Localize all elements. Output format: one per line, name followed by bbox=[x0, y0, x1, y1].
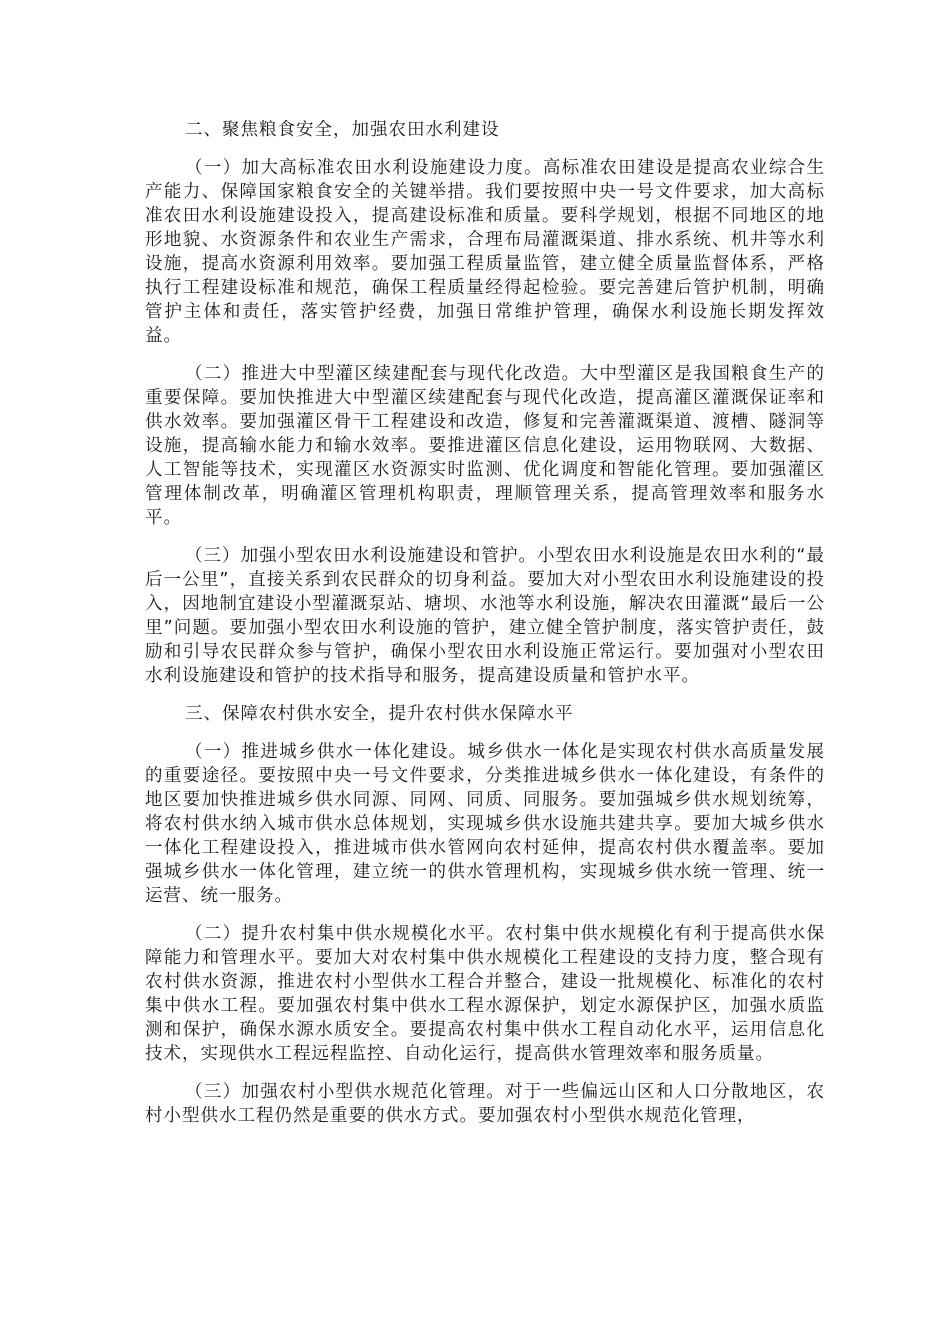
paragraph-small-water-facilities: （三）加强小型农田水利设施建设和管护。小型农田水利设施是农田水利的“最后一公里”，直接关系到农民群众的切身利益。要加大对小型农田水利设施建设的投入，因地制宜建设小型灌溉泵站、塘坝、水池等水利设施，解决农田灌溉“最后一公里”问题。要加强小型农田水利设施的管护，建立健全管护制度，落实管护责任，鼓励和引导农民群众参与管护，确保小型农田水利设施正常运行。要加强对小型农田水利设施建设和管护的技术指导和服务，提高建设质量和管护水平。 bbox=[145, 546, 825, 686]
document-page bbox=[145, 118, 825, 1142]
section-heading-rural-water-supply: 三、保障农村供水安全，提升农村供水保障水平 bbox=[185, 704, 574, 724]
paragraph-urban-rural-integration: （一）推进城乡供水一体化建设。城乡供水一体化是实现农村供水高质量发展的重要途径。要按照中央一号文件要求，分类推进城乡供水一体化建设，有条件的地区要加快推进城乡供水同源、同网、同质、同服务。要加强城乡供水规划统筹，将农村供水纳入城市供水总体规划，实现城乡供水设施共建共享。要加大城乡供水一体化工程建设投入，推进城市供水管网向农村延伸，提高农村供水覆盖率。要加强城乡供水一体化管理，建立统一的供水管理机构，实现城乡供水统一管理、统一运营、统一服务。 bbox=[145, 742, 825, 906]
paragraph-high-standard-farmland: （一）加大高标准农田水利设施建设力度。高标准农田建设是提高农业综合生产能力、保障国家粮食安全的关键举措。我们要按照中央一号文件要求，加大高标准农田水利设施建设投入，提高建设标准和质量。要科学规划，根据不同地区的地形地貌、水资源条件和农业生产需求，合理布局灌溉渠道、排水系统、机井等水利设施，提高水资源利用效率。要加强工程质量监管，建立健全质量监督体系，严格执行工程建设标准和规范，确保工程质量经得起检验。要完善建后管护机制，明确管护主体和责任，落实管护经费，加强日常维护管理，确保水利设施长期发挥效益。 bbox=[145, 158, 825, 346]
paragraph-irrigation-districts: （二）推进大中型灌区续建配套与现代化改造。大中型灌区是我国粮食生产的重要保障。要加快推进大中型灌区续建配套与现代化改造，提高灌区灌溉保证率和供水效率。要加强灌区骨干工程建设和改造，修复和完善灌溉渠道、渡槽、隧洞等设施，提高输水能力和输水效率。要推进灌区信息化建设，运用物联网、大数据、人工智能等技术，实现灌区水资源实时监测、优化调度和智能化管理。要加强灌区管理体制改革，明确灌区管理机构职责，理顺管理关系，提高管理效率和服务水平。 bbox=[145, 364, 825, 528]
paragraph-centralized-supply: （二）提升农村集中供水规模化水平。农村集中供水规模化有利于提高供水保障能力和管理水平。要加大对农村集中供水规模化工程建设的支持力度，整合现有农村供水资源，推进农村小型供水工程合并整合，建设一批规模化、标准化的农村集中供水工程。要加强农村集中供水工程水源保护，划定水源保护区，加强水质监测和保护，确保水源水质安全。要提高农村集中供水工程自动化水平，运用信息化技术，实现供水工程远程监控、自动化运行，提高供水管理效率和服务质量。 bbox=[145, 924, 825, 1064]
paragraph-small-supply-management: （三）加强农村小型供水规范化管理。对于一些偏远山区和人口分散地区，农村小型供水工程仍然是重要的供水方式。要加强农村小型供水规范化管理， bbox=[145, 1082, 825, 1126]
section-heading-grain-security: 二、聚焦粮食安全，加强农田水利建设 bbox=[185, 120, 500, 140]
